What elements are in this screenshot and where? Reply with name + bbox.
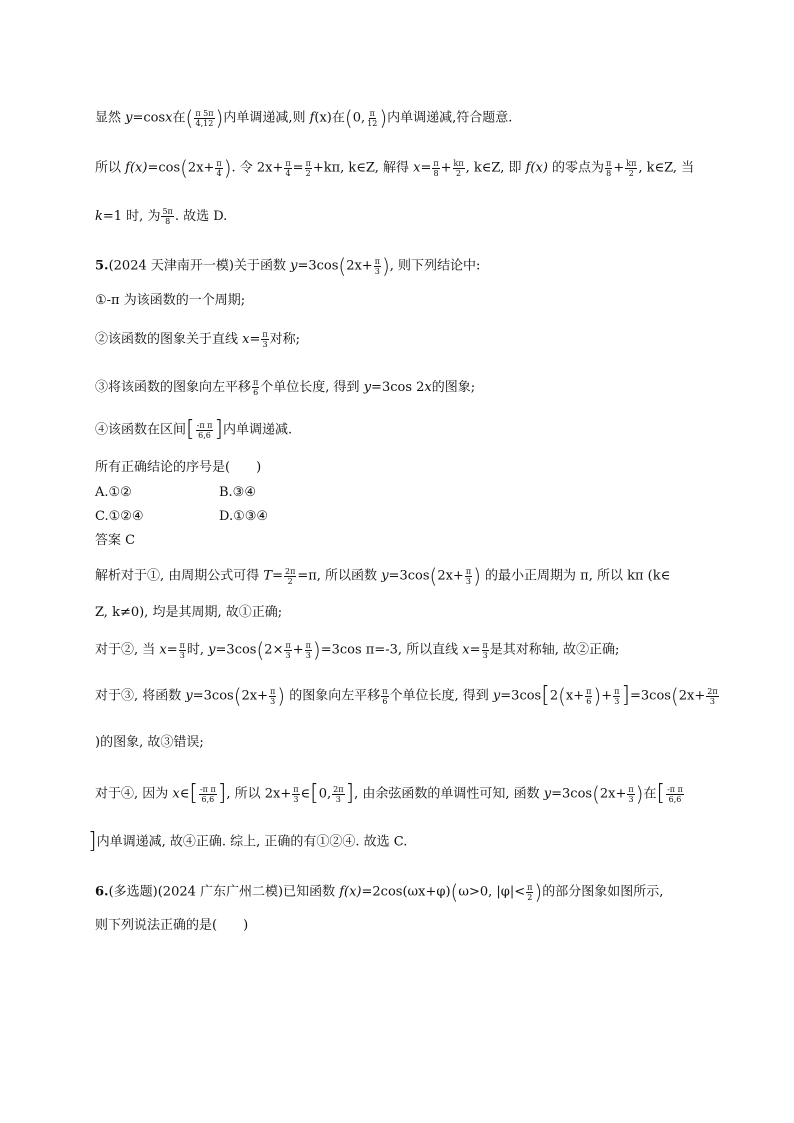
text: 在 [643, 786, 657, 802]
paren-right: ) [593, 684, 602, 708]
text: , 所以 2x+ [226, 786, 292, 802]
paren-right: ) [534, 880, 543, 904]
q6-stem [95, 882, 663, 903]
bracket-right: ] [88, 829, 97, 854]
paren-left: ( [450, 880, 459, 904]
func-f: f(x) [339, 884, 362, 900]
paren-left: ( [256, 638, 265, 662]
fraction: $\frac{\pi}{3}$ [465, 566, 472, 586]
text: =3cos [297, 258, 339, 274]
text: 是其对称轴, 故②正确; [489, 642, 620, 658]
text: ②该函数的图象关于直线 [95, 332, 243, 347]
text: 解析对于①, 由周期公式可得 [95, 568, 264, 584]
q5-stem [95, 256, 480, 277]
q5-option-a [95, 483, 132, 503]
line-3 [95, 207, 227, 227]
fraction: $\frac{\pi}{3}$ [293, 784, 299, 804]
text: (x) [314, 110, 332, 126]
text: 内单调递减,则 [223, 110, 310, 126]
fraction: $\frac{\pi}{3}$ [482, 640, 488, 660]
text: 时, [186, 642, 209, 658]
fraction: $\frac{2\pi}{2}$ [284, 566, 296, 586]
text: x= [413, 160, 432, 176]
fraction: $\frac{\pi}{3}$ [285, 640, 291, 660]
text: 内单调递减. [222, 422, 293, 438]
text: x= [242, 332, 261, 347]
bracket-left: [ [189, 781, 198, 806]
text: =1 时, 为 [102, 209, 161, 224]
fraction: $\frac{\pi}{6}$ [253, 378, 259, 397]
text: 则下列说法正确的是( ) [95, 918, 249, 933]
q5-option-d [219, 507, 268, 527]
var-y: y [208, 642, 216, 658]
text: ③将该函数的图象向左平移 [95, 380, 252, 395]
text: 的最小正周期为 π, 所以 kπ (k∈ [480, 568, 671, 584]
paren-right: ) [381, 254, 390, 278]
func-f: f(x) [525, 160, 548, 176]
text: (2024 天津南开一模)关于函数 [108, 258, 291, 274]
fraction: $\frac{\pi}{8}$ [606, 158, 612, 178]
text: =cos [147, 160, 181, 176]
q5-answer [95, 531, 135, 551]
text: 2x+ [187, 160, 215, 176]
bracket-left: [ [186, 417, 195, 442]
solution-line-7 [88, 829, 408, 854]
paren-left: ( [338, 254, 347, 278]
text: 在 [331, 110, 345, 126]
text: =3cos π=-3, 所以直线 [320, 642, 463, 658]
fraction: $\frac{\pi}{2}$ [527, 882, 533, 902]
paren-left: ( [180, 156, 188, 180]
text: + [440, 160, 452, 176]
q5-statement-2 [95, 330, 300, 350]
fraction: $\frac{\pi}{3}$ [179, 640, 185, 660]
paren-left: ( [344, 106, 353, 130]
text: 的零点为 [547, 160, 605, 176]
text: =π, 所以函数 [297, 568, 382, 584]
var-k: k [95, 209, 103, 224]
text: + [601, 688, 613, 704]
text: + [292, 642, 304, 658]
fraction: $\frac{\pi}{2}$ [305, 158, 311, 178]
text: ∈ [300, 786, 311, 802]
paren-right: ) [312, 638, 321, 662]
text: 2x+ [599, 786, 627, 802]
var-y: y [543, 786, 552, 802]
text: 所以 [95, 160, 126, 176]
fraction: $\frac{\pi}{3}$ [270, 686, 276, 706]
paren-left: ( [185, 106, 194, 130]
text: (多选题)(2024 广东广州二模)已知函数 [108, 884, 340, 900]
text: )的图象, 故③错误; [95, 735, 204, 750]
q5-option-b [219, 483, 256, 503]
text: 的图象向左平移 [285, 688, 381, 704]
text: + [613, 160, 625, 176]
text: =3cos [500, 688, 542, 704]
var-y: y [363, 380, 372, 395]
q5-statement-1 [95, 291, 245, 311]
text: 对于③, 将函数 [95, 688, 186, 704]
text: 内单调递减, 故④正确. 综上, 正确的有①②④. 故选 C. [96, 834, 408, 850]
text: , 由余弦函数的单调性可知, 函数 [354, 786, 544, 802]
var-y: y [381, 568, 389, 584]
text: 个单位长度, 得到 [260, 380, 364, 395]
text: =3cos [551, 786, 593, 802]
option-b: B.③④ [219, 485, 256, 500]
solution-line-5 [95, 733, 204, 753]
text: =3cos [630, 688, 671, 704]
paren-right: ) [277, 684, 286, 708]
paren-right: ) [635, 782, 644, 806]
bracket-right: ] [217, 781, 227, 806]
text: 0, [352, 110, 366, 126]
text: ∈ [179, 786, 190, 802]
var-y: y [125, 110, 133, 126]
q5-statement-3 [95, 378, 475, 398]
paren-left: ( [233, 684, 242, 708]
paren-right: ) [379, 106, 388, 130]
text: 个单位长度, 得到 [389, 688, 493, 704]
text: 在 [172, 110, 186, 126]
q5-ask [95, 458, 261, 478]
text: =3cos [215, 642, 257, 658]
fraction: $\frac{k\pi}{2}$ [453, 158, 464, 178]
bracket-left: [ [310, 781, 319, 806]
text: 的部分图象如图所示, [542, 884, 664, 900]
fraction: $\frac{\pi}{4}$ [285, 158, 291, 178]
option-d: D.①③④ [219, 509, 269, 524]
solution-line-2 [95, 603, 282, 623]
fraction: $\frac{\pi}{3}$ [628, 784, 634, 804]
text: . 令 2x+ [231, 160, 284, 176]
text: , 则下列结论中: [389, 258, 481, 274]
paren-right: ) [223, 156, 232, 180]
text: =3cos [192, 688, 234, 704]
func-f: f(x) [125, 160, 148, 176]
bracket-right: ] [214, 417, 223, 442]
var-y: y [290, 258, 298, 274]
fraction: $\frac{\pi}{8}$ [433, 158, 439, 178]
fraction: $\frac{\pi}{3}$ [262, 330, 268, 349]
text: 的图象; [431, 380, 476, 395]
solution-line-1 [95, 566, 670, 587]
text: x= [159, 642, 178, 658]
text: 内单调递减,符合题意. [387, 110, 513, 126]
question-number: 5. [95, 258, 109, 274]
text: 0, [318, 786, 332, 802]
q5-option-c [95, 507, 144, 527]
text: . 故选 D. [174, 209, 228, 224]
solution-line-6 [95, 781, 685, 806]
text: Z, k≠0), 均是其周期, 故①正确; [95, 605, 283, 620]
text: 对于④, 因为 [95, 786, 173, 802]
bracket-right: ] [345, 781, 355, 806]
var-x: x [424, 380, 432, 395]
fraction: $\frac{\text{-π π}}{6,6}$ [196, 420, 213, 440]
text: = [292, 160, 304, 176]
text: 显然 [95, 110, 126, 126]
var-y: y [492, 688, 501, 704]
q5-statement-4 [95, 417, 293, 442]
text: , k∈Z, 当 [638, 160, 695, 176]
text: 2x+ [678, 688, 706, 704]
text: =3cos 2 [371, 380, 425, 395]
text: 2× [264, 642, 284, 658]
var-x: x [172, 786, 180, 802]
text: 2 [549, 688, 559, 704]
fraction: $\frac{\pi}{4}$ [216, 158, 222, 178]
text: =3cos [388, 568, 430, 584]
text: 所有正确结论的序号是( ) [95, 460, 262, 475]
answer-text: 答案 C [95, 533, 136, 548]
option-a: A.①② [95, 485, 132, 500]
solution-line-4 [95, 683, 720, 708]
paren-right: ) [215, 106, 224, 130]
text: , k∈Z, 即 [465, 160, 526, 176]
text: ω>0, |φ|< [458, 884, 526, 900]
bracket-left: [ [656, 781, 666, 806]
fraction: $\frac{\text{-π π}}{6,6}$ [667, 784, 683, 804]
text: 2x+ [437, 568, 464, 584]
paren-right: ) [473, 564, 481, 588]
text: T= [263, 568, 283, 584]
q6-stem-line-2 [95, 916, 248, 936]
fraction: $\frac{\pi}{6}$ [382, 686, 388, 706]
line-1 [95, 108, 512, 129]
text: +kπ, k∈Z, 解得 [312, 160, 414, 176]
text: 对于②, 当 [95, 642, 160, 658]
question-number: 6. [95, 884, 109, 900]
fraction: $\frac{\pi}{12}$ [367, 108, 378, 128]
text: x= [462, 642, 481, 658]
paren-left: ( [429, 564, 438, 588]
bracket-right: ] [621, 683, 630, 708]
text: 对称; [269, 332, 301, 347]
paren-left: ( [558, 684, 566, 708]
paren-left: ( [670, 684, 679, 708]
text: =cos [132, 110, 166, 126]
var-y: y [185, 688, 193, 704]
text: 2x+ [346, 258, 373, 274]
text: x+ [565, 688, 585, 704]
option-c: C.①②④ [95, 509, 144, 524]
paren-left: ( [592, 782, 600, 806]
fraction: $\frac{\pi}{3}$ [374, 256, 380, 276]
func-f: f [309, 110, 315, 126]
fraction: $\frac{\pi}{6}$ [586, 686, 592, 706]
fraction: $\frac{\pi}{3}$ [614, 686, 620, 706]
bracket-left: [ [541, 683, 550, 708]
fraction: $\frac{5\pi}{8}$ [162, 207, 173, 226]
fraction: $\frac{\pi}{3}$ [305, 640, 311, 660]
fraction: $\frac{2\pi}{3}$ [707, 686, 718, 706]
fraction: $\frac{2\pi}{3}$ [333, 784, 344, 804]
text: 2x+ [241, 688, 269, 704]
fraction: $\frac{\text{-π π}}{6,6}$ [199, 784, 216, 804]
text: ①-π 为该函数的一个周期; [95, 293, 246, 308]
fraction: $\frac{k\pi}{2}$ [626, 158, 637, 178]
fraction: $\frac{\pi 5\pi}{4,12}$ [195, 108, 214, 128]
var-x: x [165, 110, 173, 126]
solution-line-3 [95, 640, 619, 661]
text: ④该函数在区间 [95, 422, 187, 438]
text: =2cos(ωx+φ) [361, 884, 451, 900]
line-2 [95, 158, 694, 179]
